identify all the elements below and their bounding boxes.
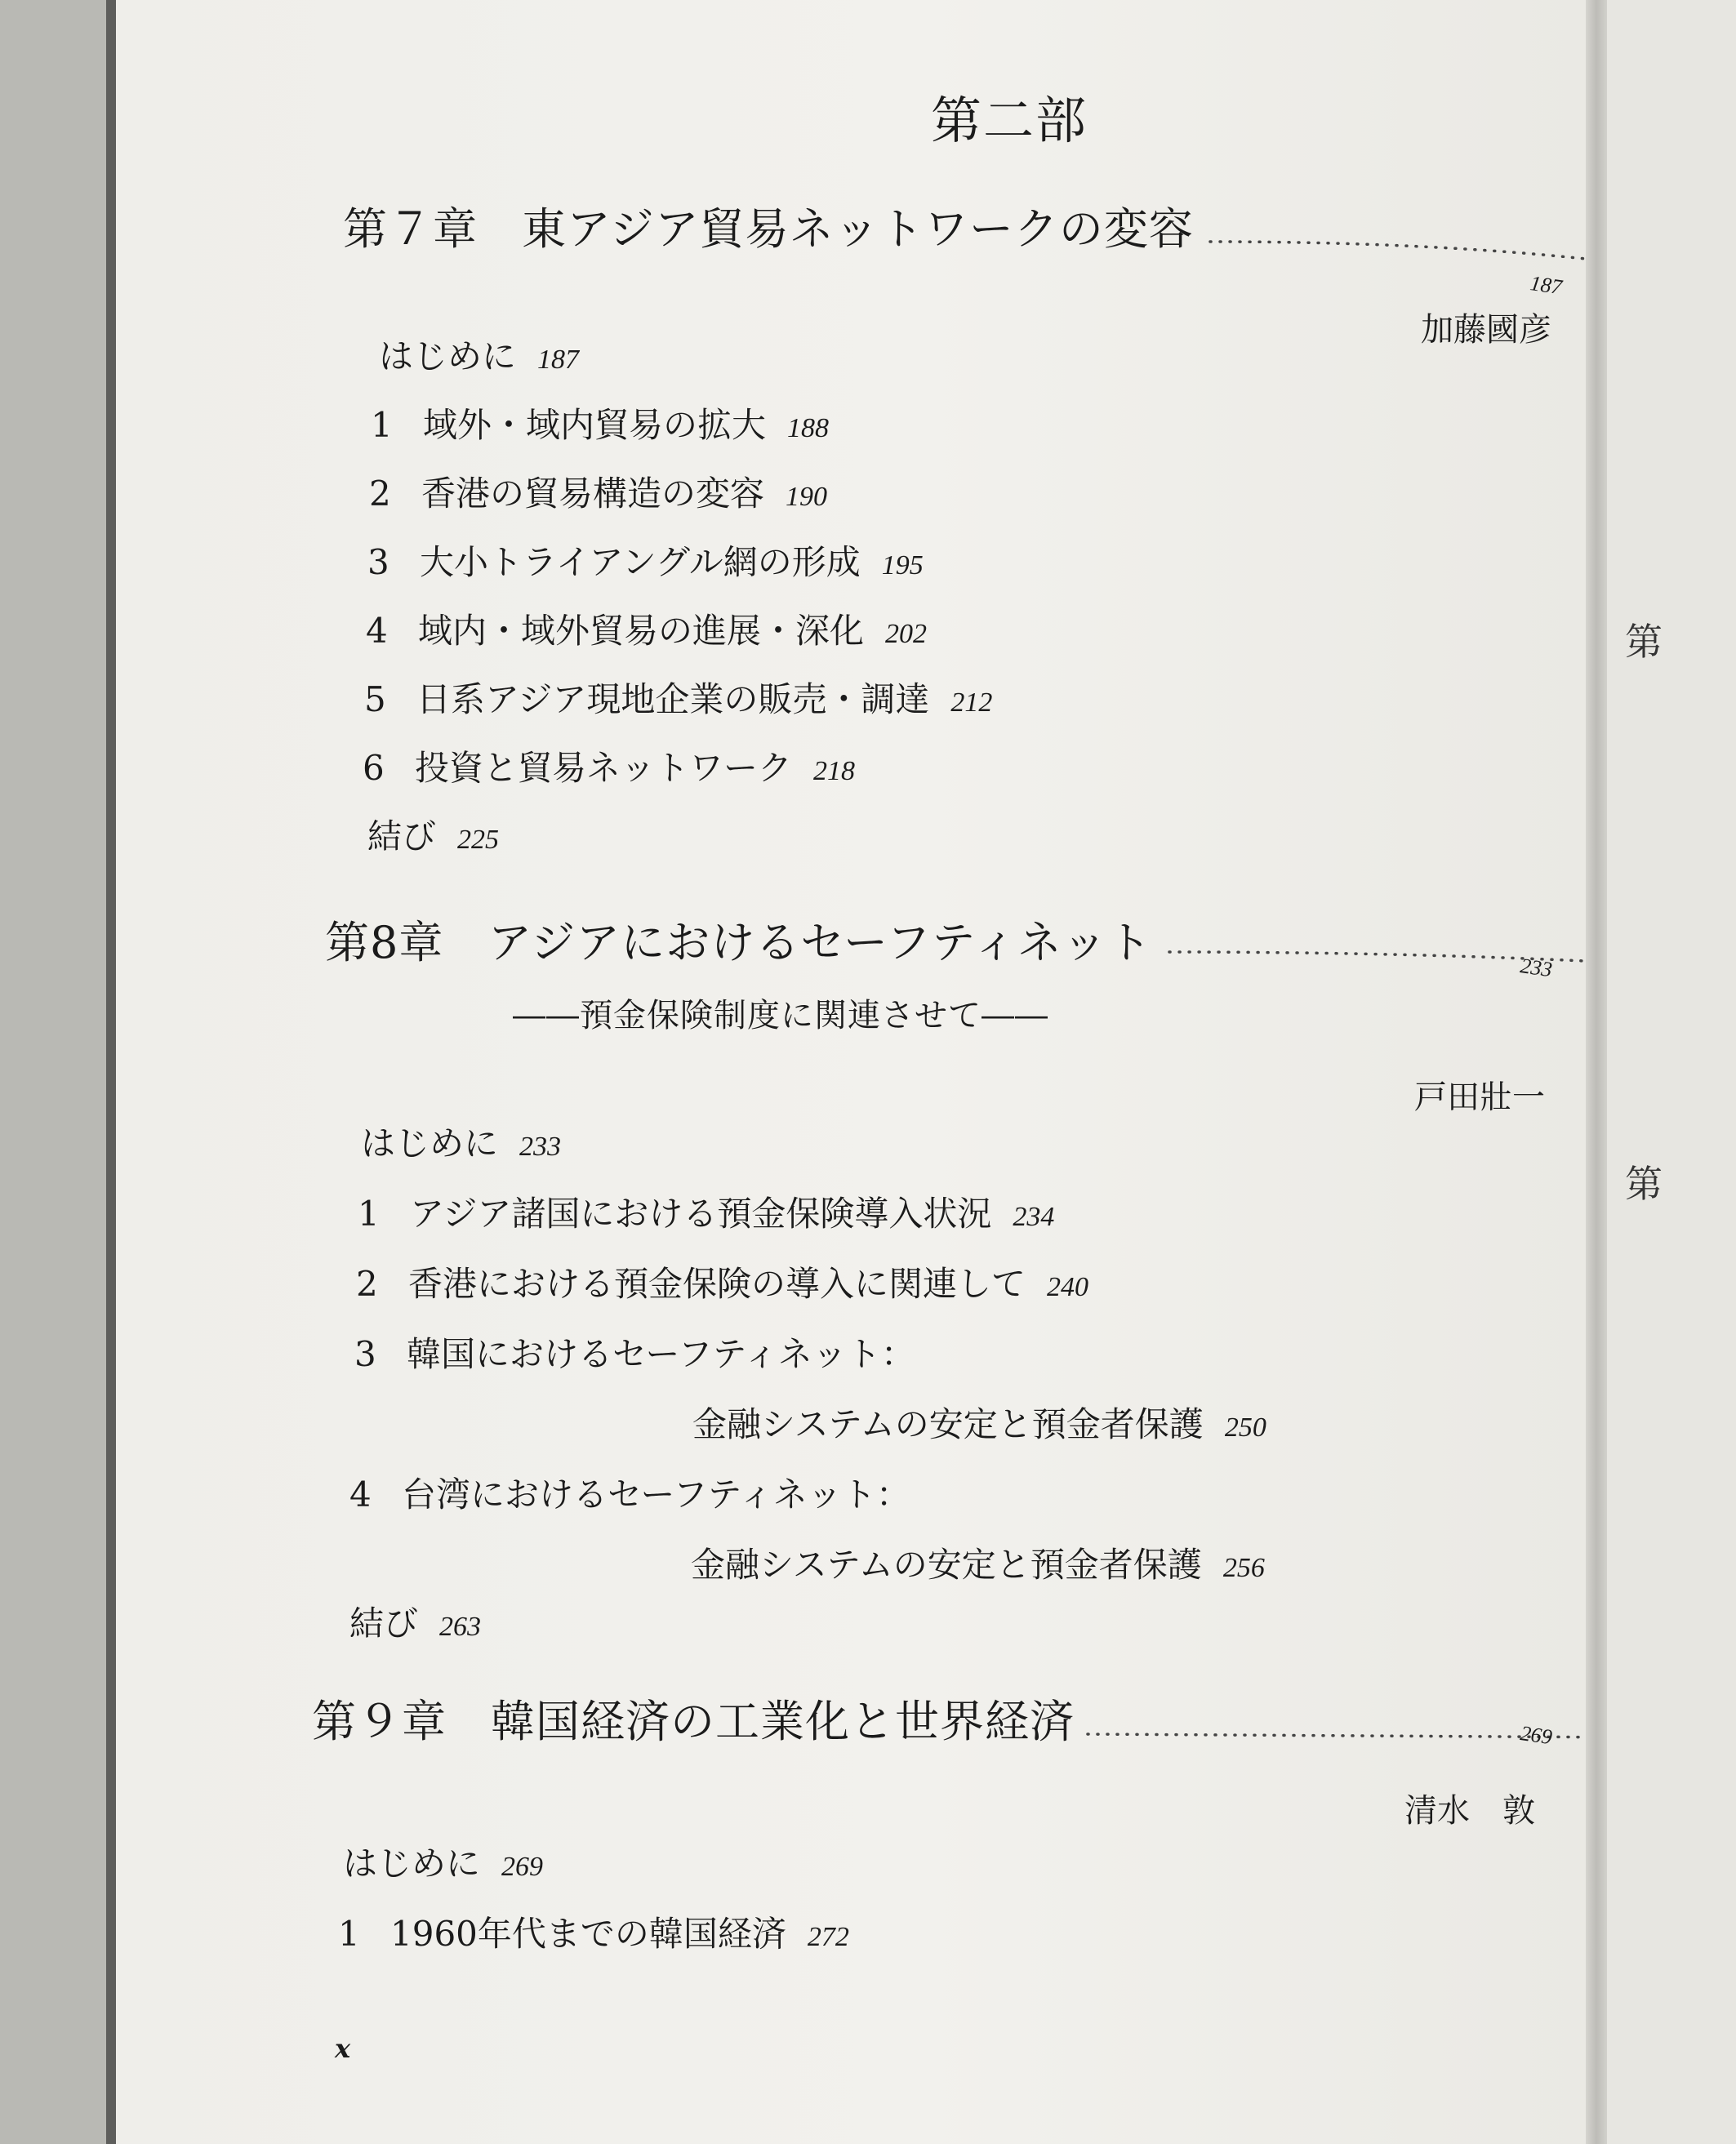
- toc-item: [356, 1257, 1088, 1306]
- toc-item-text: 投資と貿易ネットワーク: [415, 748, 793, 788]
- chapter-7-author: 加藤國彦: [1421, 311, 1551, 349]
- toc-item-text: 1960年代までの韓国経済: [390, 1914, 786, 1954]
- toc-item: [349, 1468, 910, 1517]
- part-heading: 第二部: [931, 91, 1088, 150]
- toc-item-text: はじめに: [379, 336, 517, 376]
- toc-item-text: 大小トライアングル網の形成: [420, 542, 861, 582]
- toc-item-page: 234: [1013, 1202, 1055, 1232]
- toc-item: [354, 1328, 915, 1377]
- chapter-9-heading: [312, 1687, 1075, 1750]
- page-folio: x: [335, 2033, 351, 2064]
- toc-item-text: はじめに: [361, 1123, 499, 1163]
- chapter-8-subtitle: ――預金保険制度に関連させて――: [513, 997, 1048, 1034]
- toc-item-text: 結び: [367, 816, 437, 856]
- book-gutter: [1586, 0, 1607, 2144]
- toc-item: [338, 1907, 849, 1956]
- toc-item: [369, 467, 827, 516]
- chapter-title: アジアにおけるセーフティネット: [487, 917, 1153, 968]
- page-edge: [106, 0, 116, 2144]
- toc-item-number: 2: [369, 474, 391, 514]
- toc-item: [358, 1187, 1054, 1236]
- toc-item-page: 240: [1047, 1272, 1089, 1302]
- toc-item: [361, 1117, 561, 1166]
- toc-item-page: 269: [501, 1852, 544, 1882]
- toc-item: [367, 536, 924, 585]
- toc-item-text: 香港の貿易構造の変容: [421, 474, 765, 514]
- toc-item-page: 195: [881, 550, 924, 580]
- chapter-page: 269: [1519, 1721, 1554, 1750]
- toc-item-number: 1: [338, 1914, 360, 1954]
- chapter-page: 187: [1529, 271, 1564, 300]
- next-page-fragment: 第: [1625, 620, 1663, 664]
- toc-item: [349, 1597, 481, 1646]
- toc-item: [364, 673, 992, 722]
- chapter-7-heading: [343, 194, 1194, 257]
- toc-item-text: 台湾におけるセーフティネット：: [402, 1475, 910, 1515]
- toc-item-number: 3: [354, 1334, 376, 1374]
- toc-item: [366, 604, 927, 653]
- chapter-title: 東アジア貿易ネットワークの変容: [522, 203, 1194, 255]
- chapter-9-author: 清水 敦: [1404, 1792, 1535, 1830]
- toc-item-text: アジア諸国における預金保険導入状況: [410, 1194, 992, 1234]
- toc-item-page: 250: [1224, 1412, 1266, 1443]
- toc-item-number: 6: [363, 748, 385, 788]
- toc-item: [343, 1837, 543, 1886]
- toc-item-number: 2: [356, 1264, 378, 1304]
- toc-item-page: 272: [807, 1922, 849, 1952]
- toc-item: [379, 330, 579, 379]
- toc-item-page: 188: [787, 413, 830, 443]
- next-page-fragment: 第: [1625, 1162, 1663, 1206]
- chapter-title: 韓国経済の工業化と世界経済: [491, 1696, 1075, 1747]
- toc-item-text: 金融システムの安定と預金者保護: [691, 1545, 1202, 1585]
- toc-item-text: 域内・域外貿易の進展・深化: [418, 611, 865, 651]
- chapter-8-heading: [325, 908, 1152, 971]
- toc-item-number: 4: [366, 611, 388, 651]
- toc-item-page: 212: [950, 687, 993, 718]
- toc-item-number: 1: [358, 1194, 380, 1234]
- chapter-9-leader-dots: [1088, 1731, 1643, 1747]
- toc-item-page: 190: [786, 482, 828, 512]
- chapter-number: 第７章: [343, 203, 478, 255]
- chapter-number: 第９章: [312, 1696, 447, 1747]
- toc-item-text: 韓国におけるセーフティネット：: [407, 1334, 915, 1374]
- toc-item-continuation: [692, 1398, 1266, 1447]
- toc-item-page: 218: [813, 756, 856, 786]
- next-page-edge: [1607, 0, 1736, 2144]
- toc-item-page: 225: [457, 825, 500, 855]
- toc-item-page: 187: [537, 345, 580, 375]
- toc-item-continuation: [691, 1538, 1265, 1587]
- chapter-page: 233: [1519, 954, 1554, 982]
- toc-item-text: はじめに: [343, 1844, 481, 1884]
- toc-item: [371, 398, 829, 447]
- toc-item-number: 3: [367, 542, 389, 582]
- toc-item-page: 233: [519, 1132, 562, 1162]
- book-spine-shadow: [0, 0, 106, 2144]
- toc-item-text: 結び: [349, 1604, 419, 1644]
- toc-item-page: 256: [1222, 1553, 1265, 1583]
- toc-item-number: 4: [349, 1475, 372, 1515]
- toc-item-number: 1: [371, 405, 393, 445]
- chapter-number: 第8章: [325, 917, 444, 968]
- toc-item-page: 263: [439, 1612, 482, 1642]
- toc-item-text: 日系アジア現地企業の販売・調達: [416, 679, 930, 719]
- toc-item: [363, 741, 855, 790]
- toc-item-text: 香港における預金保険の導入に関連して: [408, 1264, 1026, 1304]
- chapter-8-author: 戸田壯一: [1414, 1079, 1545, 1116]
- toc-item-text: 域外・域内貿易の拡大: [423, 405, 767, 445]
- toc-item: [367, 810, 499, 859]
- toc-item-page: 202: [885, 619, 928, 649]
- toc-item-number: 5: [364, 679, 386, 719]
- toc-page: [116, 0, 1586, 2144]
- toc-item-text: 金融システムの安定と預金者保護: [692, 1404, 1204, 1444]
